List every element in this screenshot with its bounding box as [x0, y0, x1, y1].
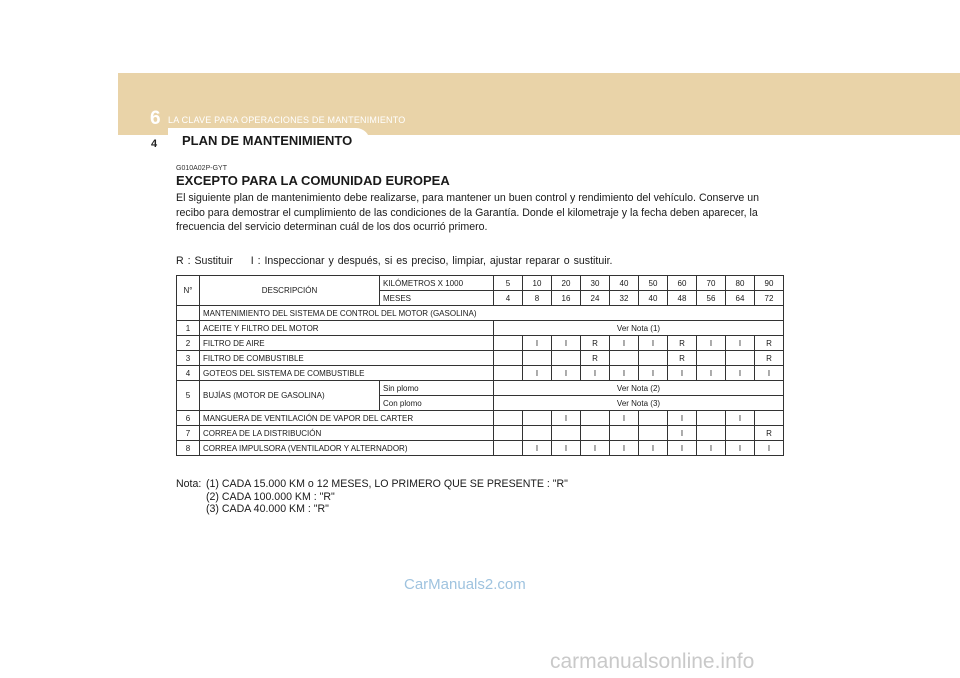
page-title: EXCEPTO PARA LA COMUNIDAD EUROPEA — [176, 173, 450, 188]
interval-cell — [697, 426, 726, 441]
table-row — [177, 381, 784, 396]
interval-cell — [697, 411, 726, 426]
interval-cell: R — [755, 426, 784, 441]
interval-cell: I — [610, 366, 639, 381]
row-note: Ver Nota (3) — [494, 396, 784, 411]
group-row — [177, 306, 784, 321]
interval-cell — [552, 351, 581, 366]
interval-cell — [523, 351, 552, 366]
interval-cell — [726, 426, 755, 441]
interval-cell — [494, 411, 523, 426]
interval-cell: I — [523, 441, 552, 456]
interval-cell: I — [697, 441, 726, 456]
month-cell: 64 — [726, 291, 755, 306]
table-row — [177, 441, 784, 456]
header-band — [118, 73, 960, 135]
month-cell: 48 — [668, 291, 697, 306]
month-cell: 4 — [494, 291, 523, 306]
interval-cell: R — [668, 351, 697, 366]
interval-cell: I — [639, 366, 668, 381]
km-cell: 5 — [494, 276, 523, 291]
interval-cell: I — [726, 336, 755, 351]
interval-cell: I — [668, 411, 697, 426]
table-row — [177, 411, 784, 426]
row-desc: ACEITE Y FILTRO DEL MOTOR — [200, 321, 494, 336]
interval-cell: I — [552, 411, 581, 426]
row-desc: MANGUERA DE VENTILACIÓN DE VAPOR DEL CARTER — [200, 411, 494, 426]
row-desc: FILTRO DE AIRE — [200, 336, 494, 351]
interval-cell — [494, 441, 523, 456]
interval-cell — [523, 411, 552, 426]
km-cell: 20 — [552, 276, 581, 291]
row-subtype: Sin plomo — [380, 381, 494, 396]
month-cell: 56 — [697, 291, 726, 306]
header-months: MESES — [380, 291, 494, 306]
km-cell: 50 — [639, 276, 668, 291]
interval-cell: R — [755, 351, 784, 366]
note-item: (2) CADA 100.000 KM : "R" — [206, 490, 335, 503]
notes-label: Nota: — [176, 478, 202, 490]
header-desc: DESCRIPCIÓN — [200, 276, 380, 306]
interval-cell — [726, 351, 755, 366]
chapter-number: 6 — [150, 108, 161, 129]
page-number: 4 — [151, 138, 158, 150]
row-desc: GOTEOS DEL SISTEMA DE COMBUSTIBLE — [200, 366, 494, 381]
interval-cell — [639, 411, 668, 426]
interval-cell: I — [639, 441, 668, 456]
row-note: Ver Nota (1) — [494, 321, 784, 336]
table-row — [177, 351, 784, 366]
interval-cell: R — [581, 351, 610, 366]
row-number: 5 — [177, 381, 200, 411]
header-no: N° — [177, 276, 200, 306]
interval-cell: I — [523, 336, 552, 351]
month-cell: 72 — [755, 291, 784, 306]
interval-cell — [523, 426, 552, 441]
row-number: 8 — [177, 441, 200, 456]
interval-cell: I — [639, 336, 668, 351]
interval-cell: I — [726, 441, 755, 456]
footer-site: carmanualsonline.info — [550, 650, 755, 673]
note-item: (3) CADA 40.000 KM : "R" — [206, 503, 329, 515]
interval-cell — [581, 426, 610, 441]
interval-cell: I — [610, 441, 639, 456]
km-cell: 70 — [697, 276, 726, 291]
legend-replace: R : Sustituir — [176, 255, 233, 267]
month-cell: 8 — [523, 291, 552, 306]
interval-cell: I — [726, 411, 755, 426]
section-title: PLAN DE MANTENIMIENTO — [168, 128, 370, 150]
maintenance-table — [176, 275, 784, 456]
interval-cell — [639, 351, 668, 366]
interval-cell: I — [755, 366, 784, 381]
row-note: Ver Nota (2) — [494, 381, 784, 396]
watermark-link[interactable]: CarManuals2.com — [404, 576, 526, 593]
interval-cell: I — [552, 336, 581, 351]
interval-cell: I — [581, 441, 610, 456]
interval-cell: I — [668, 366, 697, 381]
header-km: KILÓMETROS X 1000 — [380, 276, 494, 291]
interval-cell: I — [755, 441, 784, 456]
row-desc: CORREA IMPULSORA (VENTILADOR Y ALTERNADOR) — [200, 441, 494, 456]
intro-paragraph: El siguiente plan de mantenimiento debe realizarse, para mantener un buen control y rendimiento del vehículo. Conserve un recibo para demostrar el cumplimiento de las condiciones de la Garantía. Donde el kilometraje y la fecha deben aparecer, la frecuencia del servicio determinan cuál de los dos ocurrió primero. — [176, 192, 760, 233]
interval-cell: I — [697, 336, 726, 351]
table-header-row — [177, 276, 784, 291]
notes — [176, 478, 568, 516]
interval-cell — [610, 426, 639, 441]
interval-cell — [494, 336, 523, 351]
interval-cell: I — [610, 411, 639, 426]
legend — [176, 255, 626, 267]
group-title: MANTENIMIENTO DEL SISTEMA DE CONTROL DEL MOTOR (GASOLINA) — [200, 306, 784, 321]
row-number: 6 — [177, 411, 200, 426]
interval-cell: I — [581, 366, 610, 381]
km-cell: 30 — [581, 276, 610, 291]
row-number: 4 — [177, 366, 200, 381]
row-number: 3 — [177, 351, 200, 366]
interval-cell: I — [668, 441, 697, 456]
interval-cell: R — [755, 336, 784, 351]
km-cell: 60 — [668, 276, 697, 291]
interval-cell: R — [668, 336, 697, 351]
interval-cell — [494, 426, 523, 441]
row-desc: FILTRO DE COMBUSTIBLE — [200, 351, 494, 366]
interval-cell — [639, 426, 668, 441]
row-desc: BUJÍAS (MOTOR DE GASOLINA) — [200, 381, 380, 411]
table-row — [177, 426, 784, 441]
table-row — [177, 366, 784, 381]
interval-cell: I — [697, 366, 726, 381]
km-cell: 10 — [523, 276, 552, 291]
table-row — [177, 336, 784, 351]
month-cell: 24 — [581, 291, 610, 306]
interval-cell: I — [610, 336, 639, 351]
km-cell: 80 — [726, 276, 755, 291]
month-cell: 32 — [610, 291, 639, 306]
interval-cell — [494, 366, 523, 381]
row-number: 1 — [177, 321, 200, 336]
interval-cell — [697, 351, 726, 366]
row-subtype: Con plomo — [380, 396, 494, 411]
interval-cell: I — [523, 366, 552, 381]
interval-cell — [755, 411, 784, 426]
note-item: (1) CADA 15.000 KM o 12 MESES, LO PRIMERO QUE SE PRESENTE : "R" — [206, 478, 568, 490]
chapter-title: LA CLAVE PARA OPERACIONES DE MANTENIMIENTO — [168, 115, 406, 125]
interval-cell: R — [581, 336, 610, 351]
row-desc: CORREA DE LA DISTRIBUCIÓN — [200, 426, 494, 441]
interval-cell: I — [668, 426, 697, 441]
row-number: 2 — [177, 336, 200, 351]
row-number: 7 — [177, 426, 200, 441]
interval-cell — [552, 426, 581, 441]
document-code: G010A02P-GYT — [176, 165, 227, 172]
table-row — [177, 321, 784, 336]
interval-cell: I — [726, 366, 755, 381]
interval-cell — [581, 411, 610, 426]
interval-cell: I — [552, 366, 581, 381]
km-cell: 90 — [755, 276, 784, 291]
interval-cell: I — [552, 441, 581, 456]
month-cell: 40 — [639, 291, 668, 306]
month-cell: 16 — [552, 291, 581, 306]
interval-cell — [494, 351, 523, 366]
km-cell: 40 — [610, 276, 639, 291]
interval-cell — [610, 351, 639, 366]
legend-inspect: I : Inspeccionar y después, si es preciso, limpiar, ajustar reparar o sustituir. — [250, 255, 613, 267]
